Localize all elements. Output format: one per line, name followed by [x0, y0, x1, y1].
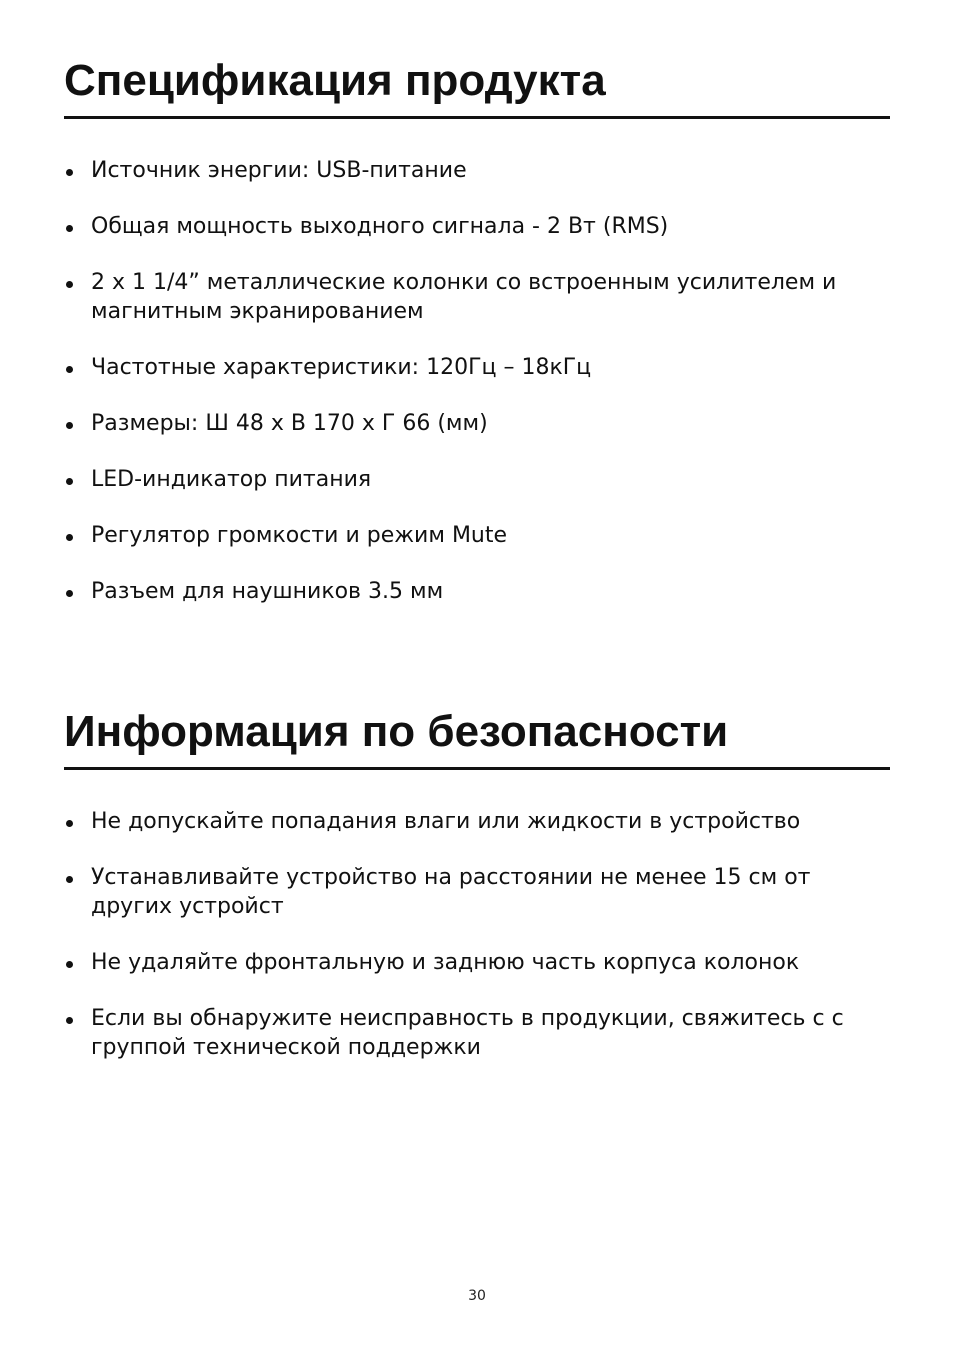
- list-item: [64, 521, 890, 550]
- safety-heading: Информация по безопасности: [64, 703, 890, 770]
- specification-list: [64, 156, 890, 606]
- list-item-text: LED-индикатор питания: [91, 467, 372, 492]
- list-item: [64, 863, 890, 921]
- specification-heading: Спецификация продукта: [64, 52, 890, 119]
- list-item-text: Источник энергии: USB-питание: [91, 158, 467, 183]
- bullet-icon: [66, 534, 73, 541]
- bullet-icon: [66, 820, 73, 827]
- list-item: [64, 465, 890, 494]
- list-item: [64, 268, 890, 326]
- bullet-icon: [66, 281, 73, 288]
- page-number: 30: [468, 1288, 486, 1304]
- list-item: [64, 577, 890, 606]
- list-item-text: Общая мощность выходного сигнала - 2 Вт (RMS): [91, 214, 669, 239]
- list-item: [64, 807, 890, 836]
- list-item: [64, 409, 890, 438]
- bullet-icon: [66, 169, 73, 176]
- bullet-icon: [66, 876, 73, 883]
- bullet-icon: [66, 422, 73, 429]
- bullet-icon: [66, 478, 73, 485]
- list-item-text: Разъем для наушников 3.5 мм: [91, 579, 444, 604]
- list-item-text: Не удаляйте фронтальную и заднюю часть корпуса колонок: [91, 950, 800, 975]
- bullet-icon: [66, 961, 73, 968]
- list-item: [64, 156, 890, 185]
- product-specification-section: [64, 52, 890, 633]
- safety-information-section: [64, 703, 890, 1089]
- list-item: [64, 353, 890, 382]
- bullet-icon: [66, 225, 73, 232]
- list-item: [64, 948, 890, 977]
- safety-list: [64, 807, 890, 1062]
- list-item: [64, 1004, 890, 1062]
- list-item-text: Частотные характеристики: 120Гц – 18кГц: [91, 355, 592, 380]
- bullet-icon: [66, 366, 73, 373]
- bullet-icon: [66, 590, 73, 597]
- list-item-text: Размеры: Ш 48 х В 170 х Г 66 (мм): [91, 411, 488, 436]
- list-item-text: Не допускайте попадания влаги или жидкости в устройство: [91, 809, 801, 834]
- list-item-text: Устанавливайте устройство на расстоянии не менее 15 см от других устройст: [91, 865, 811, 919]
- list-item-text: 2 x 1 1/4” металлические колонки со встроенным усилителем и магнитным экранированием: [91, 270, 837, 324]
- list-item: [64, 212, 890, 241]
- bullet-icon: [66, 1017, 73, 1024]
- list-item-text: Если вы обнаружите неисправность в продукции, свяжитесь с с группой технической поддержки: [91, 1006, 844, 1060]
- list-item-text: Регулятор громкости и режим Mute: [91, 523, 508, 548]
